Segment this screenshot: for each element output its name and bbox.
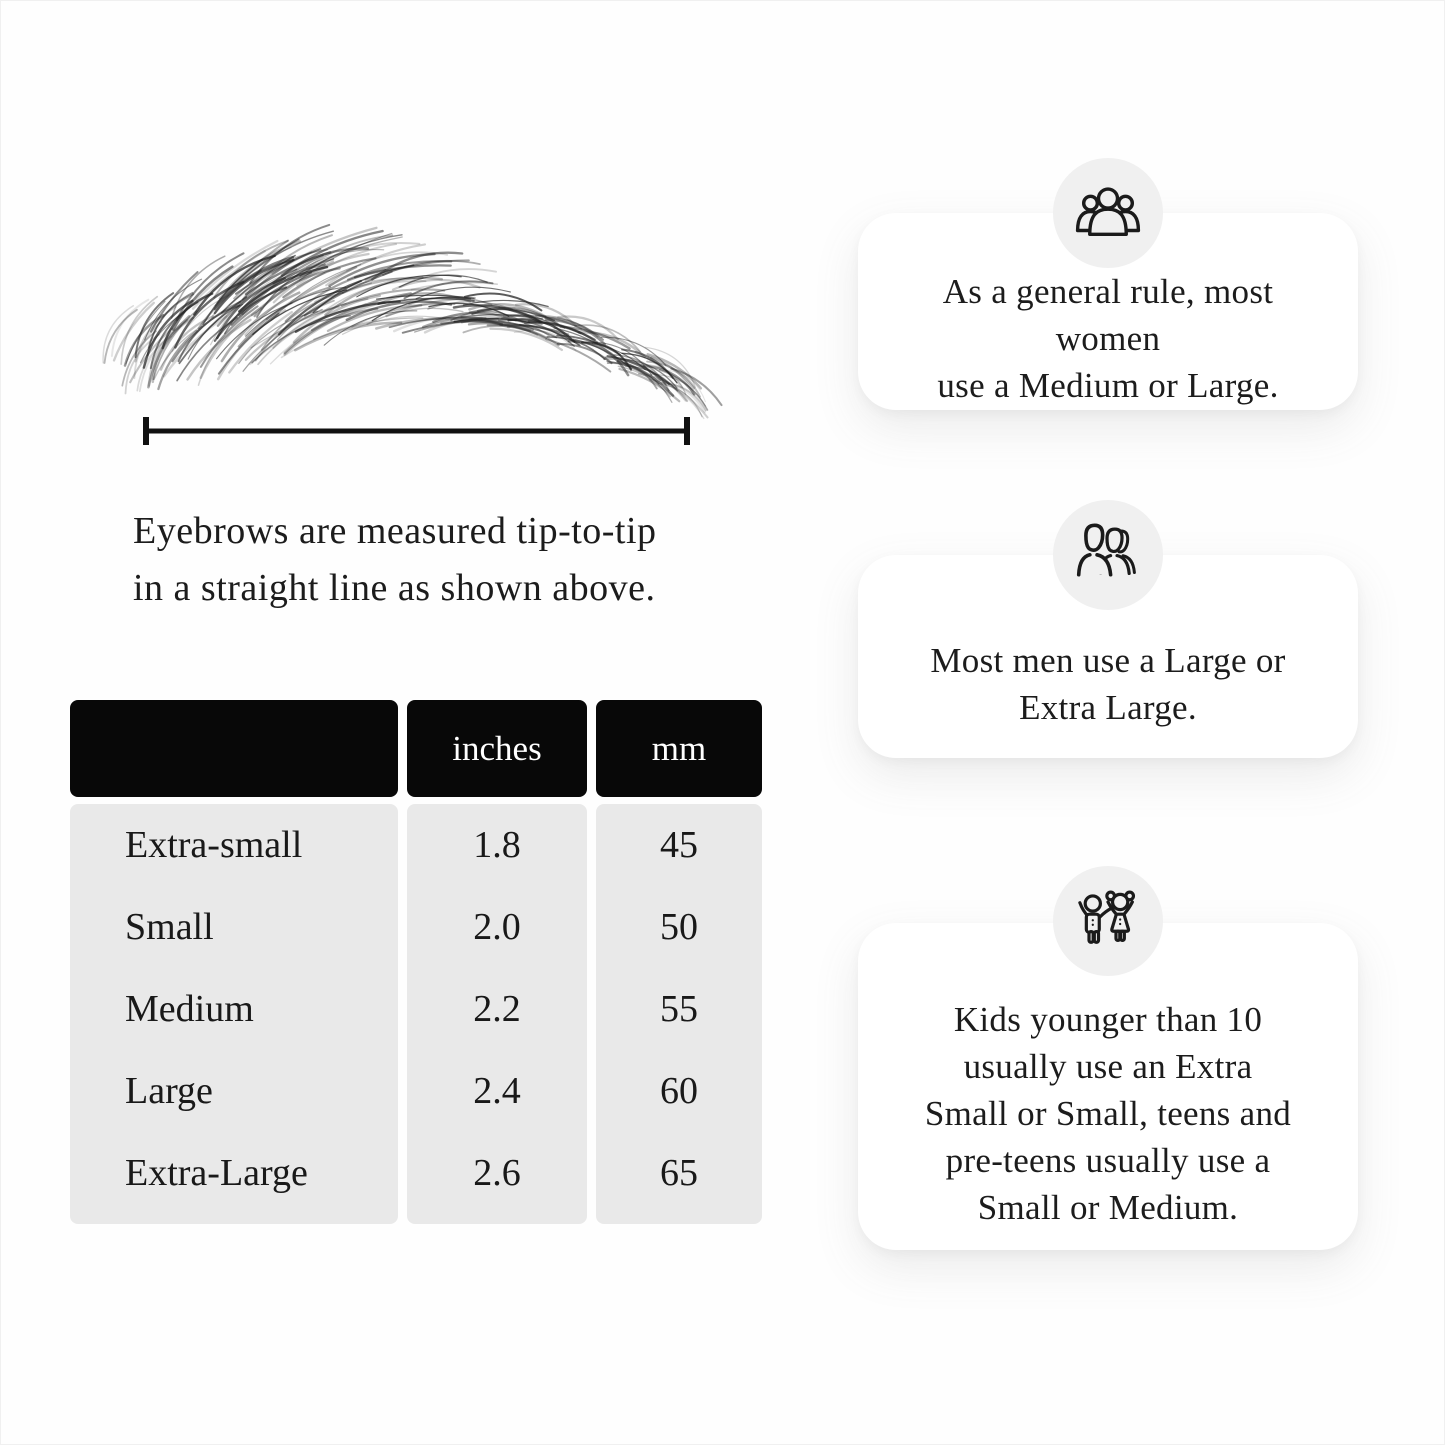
measurement-line: [146, 417, 687, 445]
card-text-line: Most men use a Large or: [930, 640, 1286, 680]
table-cell-mm: 45: [660, 824, 698, 866]
table-cell-mm: 60: [660, 1070, 698, 1112]
card-text-line: As a general rule, most women: [942, 272, 1274, 358]
table-header-blank: [70, 700, 398, 797]
table-row-label: Medium: [125, 988, 254, 1030]
table-row-label: Large: [125, 1070, 213, 1112]
table-row-label: Small: [125, 906, 214, 948]
table-column-sizes: [70, 804, 398, 1224]
size-table: [70, 700, 762, 1224]
women-group-icon: [1070, 175, 1146, 251]
measurement-caption: [133, 503, 753, 617]
caption-line-2: in a straight line as shown above.: [133, 567, 656, 609]
table-header-inches: inches: [407, 700, 587, 797]
table-cell-mm: 50: [660, 906, 698, 948]
table-column-inches: [407, 804, 587, 1224]
women-group-icon-circle: [1053, 158, 1163, 268]
card-text-line: Small or Medium.: [977, 1188, 1239, 1227]
table-header-mm: mm: [596, 700, 762, 797]
men-group-icon-circle: [1053, 500, 1163, 610]
card-text-line: usually use an Extra: [963, 1047, 1253, 1086]
table-cell-mm: 65: [660, 1152, 698, 1194]
table-column-mm: [596, 804, 762, 1224]
card-text-line: Small or Small, teens and: [924, 1094, 1292, 1133]
men-group-icon: [1070, 517, 1146, 593]
table-row-label: Extra-small: [125, 824, 303, 866]
table-cell-inches: 2.6: [473, 1152, 521, 1194]
card-text-line: use a Medium or Large.: [937, 366, 1279, 405]
table-cell-inches: 2.2: [473, 988, 521, 1030]
card-text-line: pre-teens usually use a: [945, 1141, 1271, 1180]
table-row-label: Extra-Large: [125, 1152, 308, 1194]
caption-line-1: Eyebrows are measured tip-to-tip: [133, 510, 657, 552]
card-text-line: Extra Large.: [1019, 687, 1197, 727]
table-cell-inches: 1.8: [473, 824, 521, 866]
eyebrow-hairs: [103, 225, 721, 419]
card-text-line: Kids younger than 10: [953, 1000, 1263, 1039]
table-cell-inches: 2.4: [473, 1070, 521, 1112]
eyebrow-illustration: [80, 210, 720, 455]
kids-icon-circle: [1053, 866, 1163, 976]
kids-icon: [1070, 883, 1146, 959]
table-cell-mm: 55: [660, 988, 698, 1030]
table-cell-inches: 2.0: [473, 906, 521, 948]
